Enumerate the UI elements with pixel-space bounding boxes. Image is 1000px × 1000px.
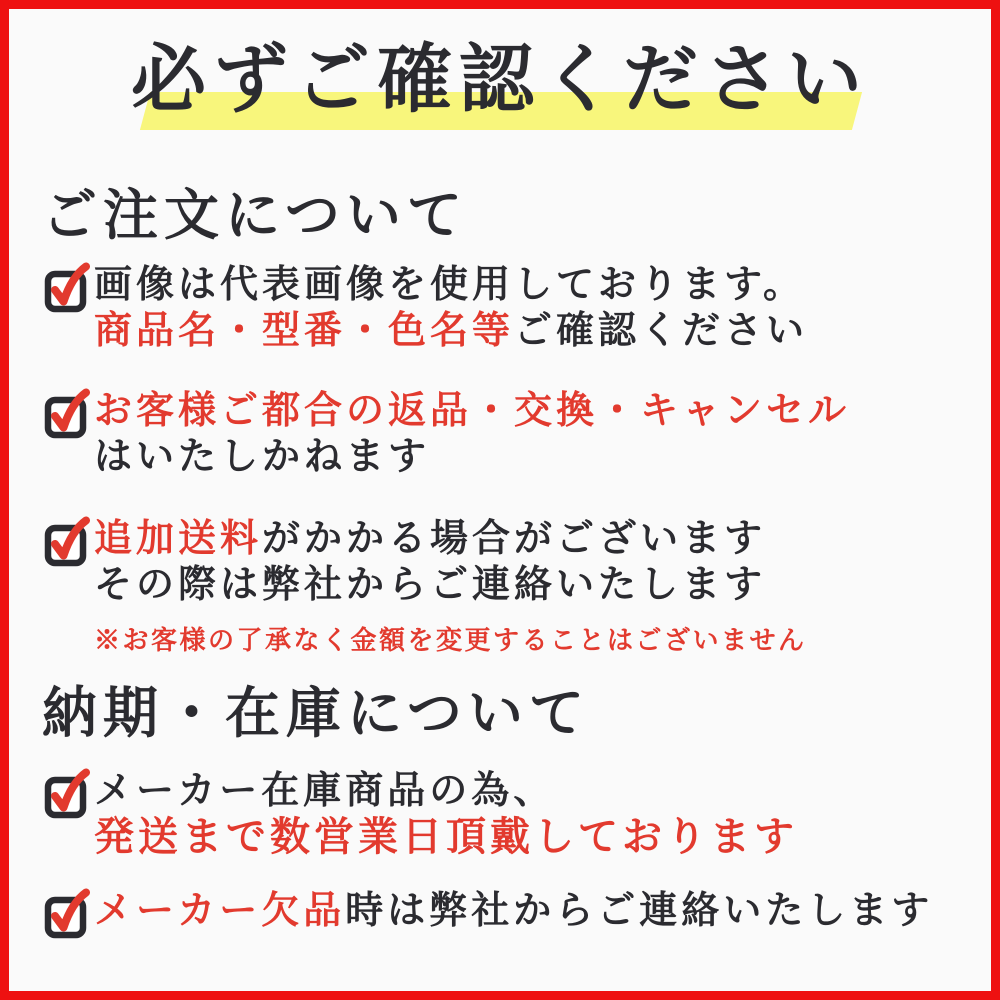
notice-item-representative-image bbox=[44, 262, 808, 354]
checked-checkbox-icon bbox=[44, 388, 90, 440]
checked-checkbox-icon bbox=[44, 262, 90, 314]
notice-text-segment: 時は弊社からご連絡いたします bbox=[345, 890, 934, 932]
notice-item-text bbox=[94, 516, 807, 657]
notice-item-additional-shipping bbox=[44, 516, 807, 657]
notice-text-segment: その際は弊社からご連絡いたします bbox=[94, 564, 767, 606]
notice-item-text bbox=[94, 262, 808, 354]
notice-text-segment: はいたしかねます bbox=[94, 436, 431, 478]
section-heading-orders: ご注文について bbox=[42, 185, 468, 246]
notice-item-return-cancel bbox=[44, 388, 850, 480]
notice-item-maker-stock bbox=[44, 768, 798, 860]
notice-item-text bbox=[94, 888, 933, 934]
notice-text-segment: メーカー在庫商品の為、 bbox=[94, 770, 556, 812]
notice-text-segment: がかかる場合がございます bbox=[262, 518, 767, 560]
notice-item-maker-shortage bbox=[44, 888, 933, 940]
checked-checkbox-icon bbox=[44, 768, 90, 820]
notice-text-segment-emphasis: メーカー欠品 bbox=[94, 890, 346, 932]
notice-text-segment-emphasis: 追加送料 bbox=[94, 518, 263, 560]
page-title: 必ずご確認ください bbox=[130, 39, 869, 122]
checked-checkbox-icon bbox=[44, 516, 90, 568]
notice-text-segment: 画像は代表画像を使用しております。 bbox=[94, 264, 805, 306]
section-heading-stock: 納期・在庫について bbox=[42, 683, 590, 744]
checked-checkbox-icon bbox=[44, 888, 90, 940]
notice-item-text bbox=[94, 388, 850, 480]
notice-text-segment-emphasis: 発送まで数営業日頂戴しております bbox=[94, 814, 798, 859]
notice-text-segment-emphasis: お客様ご都合の返品・交換・キャンセル bbox=[94, 390, 851, 432]
notice-item-text bbox=[94, 768, 798, 860]
note-text: ※お客様の了承なく金額を変更することはございません bbox=[94, 626, 807, 655]
notice-text-segment-emphasis: 商品名・型番・色名等 bbox=[94, 310, 515, 352]
notice-text-segment: ご確認ください bbox=[514, 310, 809, 352]
